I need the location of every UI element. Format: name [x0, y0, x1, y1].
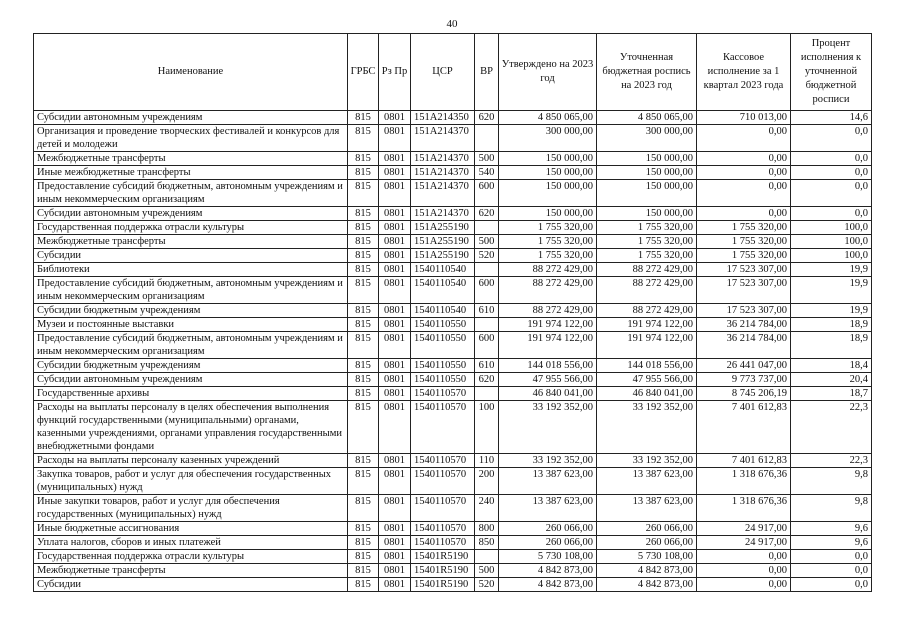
cell-csr: 151A214370 [411, 180, 475, 207]
cell-grbs: 815 [348, 564, 379, 578]
cell-vr: 600 [475, 180, 499, 207]
cell-approved: 46 840 041,00 [499, 387, 597, 401]
cell-refined: 150 000,00 [597, 152, 697, 166]
cell-percent: 14,6 [791, 111, 872, 125]
cell-percent: 22,3 [791, 454, 872, 468]
cell-vr: 620 [475, 373, 499, 387]
cell-rzpr: 0801 [379, 387, 411, 401]
cell-approved: 150 000,00 [499, 152, 597, 166]
cell-approved: 150 000,00 [499, 166, 597, 180]
cell-vr [475, 221, 499, 235]
cell-executed: 17 523 307,00 [697, 277, 791, 304]
cell-csr: 15401R5190 [411, 550, 475, 564]
table-row [34, 578, 872, 592]
cell-grbs: 815 [348, 468, 379, 495]
cell-rzpr: 0801 [379, 468, 411, 495]
cell-grbs: 815 [348, 235, 379, 249]
cell-approved: 47 955 566,00 [499, 373, 597, 387]
cell-percent: 0,0 [791, 125, 872, 152]
cell-approved: 88 272 429,00 [499, 277, 597, 304]
table-row [34, 111, 872, 125]
cell-executed: 0,00 [697, 180, 791, 207]
cell-percent: 0,0 [791, 166, 872, 180]
cell-percent: 18,9 [791, 332, 872, 359]
cell-approved: 33 192 352,00 [499, 454, 597, 468]
cell-csr: 151A214370 [411, 152, 475, 166]
cell-percent: 18,9 [791, 318, 872, 332]
cell-approved: 1 755 320,00 [499, 221, 597, 235]
cell-executed: 36 214 784,00 [697, 332, 791, 359]
cell-vr [475, 125, 499, 152]
table-row [34, 332, 872, 359]
cell-grbs: 815 [348, 152, 379, 166]
cell-executed: 8 745 206,19 [697, 387, 791, 401]
table-header [34, 34, 872, 111]
cell-vr: 610 [475, 304, 499, 318]
cell-executed: 0,00 [697, 166, 791, 180]
cell-name: Межбюджетные трансферты [34, 152, 348, 166]
cell-vr: 540 [475, 166, 499, 180]
cell-grbs: 815 [348, 125, 379, 152]
cell-refined: 260 066,00 [597, 536, 697, 550]
cell-executed: 17 523 307,00 [697, 263, 791, 277]
cell-name: Субсидии бюджетным учреждениям [34, 359, 348, 373]
cell-rzpr: 0801 [379, 235, 411, 249]
cell-rzpr: 0801 [379, 454, 411, 468]
cell-name: Межбюджетные трансферты [34, 564, 348, 578]
table-row [34, 263, 872, 277]
header-csr: ЦСР [411, 34, 475, 111]
cell-rzpr: 0801 [379, 332, 411, 359]
cell-executed: 17 523 307,00 [697, 304, 791, 318]
header-rzpr: Рз Пр [379, 34, 411, 111]
cell-csr: 151A255190 [411, 249, 475, 263]
cell-executed: 1 755 320,00 [697, 249, 791, 263]
cell-executed: 0,00 [697, 550, 791, 564]
cell-vr: 610 [475, 359, 499, 373]
table-row [34, 550, 872, 564]
table-row [34, 277, 872, 304]
cell-percent: 0,0 [791, 564, 872, 578]
cell-refined: 300 000,00 [597, 125, 697, 152]
cell-approved: 4 850 065,00 [499, 111, 597, 125]
cell-executed: 0,00 [697, 125, 791, 152]
cell-vr [475, 387, 499, 401]
table-row [34, 166, 872, 180]
cell-name: Предоставление субсидий бюджетным, автономным учреждениям и иным некоммерческим организациям [34, 277, 348, 304]
cell-refined: 4 850 065,00 [597, 111, 697, 125]
cell-refined: 88 272 429,00 [597, 277, 697, 304]
cell-grbs: 815 [348, 318, 379, 332]
cell-csr: 1540110570 [411, 387, 475, 401]
cell-grbs: 815 [348, 454, 379, 468]
cell-grbs: 815 [348, 387, 379, 401]
cell-grbs: 815 [348, 522, 379, 536]
cell-csr: 1540110550 [411, 318, 475, 332]
cell-name: Субсидии автономным учреждениям [34, 111, 348, 125]
cell-refined: 47 955 566,00 [597, 373, 697, 387]
cell-executed: 1 318 676,36 [697, 495, 791, 522]
cell-executed: 1 755 320,00 [697, 221, 791, 235]
cell-csr: 151A214350 [411, 111, 475, 125]
cell-rzpr: 0801 [379, 550, 411, 564]
cell-rzpr: 0801 [379, 401, 411, 454]
cell-refined: 4 842 873,00 [597, 578, 697, 592]
table-row [34, 304, 872, 318]
table-row [34, 125, 872, 152]
cell-vr: 500 [475, 235, 499, 249]
header-executed: Кассовое исполнение за 1 квартал 2023 года [697, 34, 791, 111]
cell-csr: 1540110570 [411, 454, 475, 468]
cell-csr: 1540110570 [411, 536, 475, 550]
cell-executed: 0,00 [697, 207, 791, 221]
cell-name: Закупка товаров, работ и услуг для обеспечения государственных (муниципальных) нужд [34, 468, 348, 495]
cell-grbs: 815 [348, 221, 379, 235]
cell-rzpr: 0801 [379, 180, 411, 207]
table-row [34, 564, 872, 578]
cell-executed: 7 401 612,83 [697, 401, 791, 454]
cell-name: Иные межбюджетные трансферты [34, 166, 348, 180]
header-refined: Уточненная бюджетная роспись на 2023 год [597, 34, 697, 111]
cell-percent: 0,0 [791, 550, 872, 564]
cell-vr: 200 [475, 468, 499, 495]
cell-refined: 13 387 623,00 [597, 495, 697, 522]
cell-approved: 88 272 429,00 [499, 304, 597, 318]
budget-table [33, 33, 872, 592]
cell-percent: 0,0 [791, 152, 872, 166]
cell-approved: 144 018 556,00 [499, 359, 597, 373]
cell-refined: 150 000,00 [597, 180, 697, 207]
cell-refined: 1 755 320,00 [597, 221, 697, 235]
cell-name: Уплата налогов, сборов и иных платежей [34, 536, 348, 550]
cell-approved: 260 066,00 [499, 536, 597, 550]
cell-vr [475, 318, 499, 332]
cell-vr: 600 [475, 332, 499, 359]
cell-name: Государственная поддержка отрасли культуры [34, 550, 348, 564]
cell-grbs: 815 [348, 550, 379, 564]
cell-vr: 100 [475, 401, 499, 454]
cell-refined: 5 730 108,00 [597, 550, 697, 564]
page-number: 40 [446, 18, 458, 30]
table-row [34, 180, 872, 207]
table-row [34, 359, 872, 373]
table-row [34, 536, 872, 550]
cell-rzpr: 0801 [379, 318, 411, 332]
cell-csr: 1540110570 [411, 468, 475, 495]
cell-rzpr: 0801 [379, 373, 411, 387]
header-name: Наименование [34, 34, 348, 111]
cell-vr: 240 [475, 495, 499, 522]
cell-percent: 18,4 [791, 359, 872, 373]
table-row [34, 318, 872, 332]
cell-rzpr: 0801 [379, 152, 411, 166]
cell-vr: 600 [475, 277, 499, 304]
table-row [34, 401, 872, 454]
cell-approved: 150 000,00 [499, 180, 597, 207]
cell-grbs: 815 [348, 401, 379, 454]
cell-rzpr: 0801 [379, 564, 411, 578]
cell-refined: 191 974 122,00 [597, 332, 697, 359]
table-body [34, 111, 872, 592]
cell-name: Государственная поддержка отрасли культуры [34, 221, 348, 235]
cell-approved: 5 730 108,00 [499, 550, 597, 564]
cell-refined: 1 755 320,00 [597, 249, 697, 263]
cell-executed: 1 318 676,36 [697, 468, 791, 495]
cell-rzpr: 0801 [379, 359, 411, 373]
cell-executed: 9 773 737,00 [697, 373, 791, 387]
cell-refined: 33 192 352,00 [597, 401, 697, 454]
cell-executed: 1 755 320,00 [697, 235, 791, 249]
cell-percent: 0,0 [791, 578, 872, 592]
cell-name: Расходы на выплаты персоналу казенных учреждений [34, 454, 348, 468]
cell-approved: 4 842 873,00 [499, 564, 597, 578]
cell-rzpr: 0801 [379, 207, 411, 221]
cell-rzpr: 0801 [379, 166, 411, 180]
cell-csr: 151A214370 [411, 166, 475, 180]
cell-csr: 1540110550 [411, 373, 475, 387]
cell-refined: 88 272 429,00 [597, 304, 697, 318]
cell-percent: 9,6 [791, 522, 872, 536]
cell-vr [475, 263, 499, 277]
cell-approved: 191 974 122,00 [499, 318, 597, 332]
table-row [34, 468, 872, 495]
cell-name: Субсидии автономным учреждениям [34, 207, 348, 221]
table-row [34, 152, 872, 166]
cell-vr: 850 [475, 536, 499, 550]
table-row [34, 221, 872, 235]
table-row [34, 207, 872, 221]
cell-name: Субсидии автономным учреждениям [34, 373, 348, 387]
cell-refined: 4 842 873,00 [597, 564, 697, 578]
cell-refined: 46 840 041,00 [597, 387, 697, 401]
cell-percent: 100,0 [791, 221, 872, 235]
cell-percent: 0,0 [791, 180, 872, 207]
header-approved: Утверждено на 2023 год [499, 34, 597, 111]
cell-name: Субсидии [34, 578, 348, 592]
cell-grbs: 815 [348, 263, 379, 277]
cell-grbs: 815 [348, 536, 379, 550]
cell-csr: 15401R5190 [411, 564, 475, 578]
cell-name: Расходы на выплаты персоналу в целях обеспечения выполнения функций государственными (муниципальными) органами, казенными учреждениями, органами управления государственными внебюджетными фондами [34, 401, 348, 454]
cell-rzpr: 0801 [379, 221, 411, 235]
cell-percent: 100,0 [791, 249, 872, 263]
cell-name: Предоставление субсидий бюджетным, автономным учреждениям и иным некоммерческим организациям [34, 332, 348, 359]
cell-percent: 9,8 [791, 468, 872, 495]
cell-rzpr: 0801 [379, 536, 411, 550]
cell-approved: 4 842 873,00 [499, 578, 597, 592]
cell-approved: 13 387 623,00 [499, 468, 597, 495]
cell-name: Предоставление субсидий бюджетным, автономным учреждениям и иным некоммерческим организациям [34, 180, 348, 207]
cell-grbs: 815 [348, 359, 379, 373]
cell-csr: 151A255190 [411, 221, 475, 235]
cell-percent: 100,0 [791, 235, 872, 249]
cell-percent: 20,4 [791, 373, 872, 387]
cell-rzpr: 0801 [379, 304, 411, 318]
cell-vr: 520 [475, 578, 499, 592]
cell-csr: 1540110550 [411, 359, 475, 373]
cell-rzpr: 0801 [379, 578, 411, 592]
cell-percent: 9,8 [791, 495, 872, 522]
cell-rzpr: 0801 [379, 277, 411, 304]
cell-grbs: 815 [348, 111, 379, 125]
cell-name: Государственные архивы [34, 387, 348, 401]
cell-name: Библиотеки [34, 263, 348, 277]
cell-percent: 19,9 [791, 277, 872, 304]
cell-rzpr: 0801 [379, 522, 411, 536]
cell-csr: 1540110540 [411, 304, 475, 318]
cell-refined: 1 755 320,00 [597, 235, 697, 249]
cell-csr: 1540110570 [411, 401, 475, 454]
cell-approved: 300 000,00 [499, 125, 597, 152]
cell-name: Межбюджетные трансферты [34, 235, 348, 249]
cell-executed: 26 441 047,00 [697, 359, 791, 373]
cell-csr: 151A255190 [411, 235, 475, 249]
cell-vr: 500 [475, 152, 499, 166]
cell-name: Организация и проведение творческих фестивалей и конкурсов для детей и молодежи [34, 125, 348, 152]
cell-rzpr: 0801 [379, 125, 411, 152]
cell-percent: 18,7 [791, 387, 872, 401]
cell-approved: 1 755 320,00 [499, 235, 597, 249]
cell-percent: 19,9 [791, 263, 872, 277]
cell-grbs: 815 [348, 373, 379, 387]
cell-vr: 500 [475, 564, 499, 578]
cell-csr: 1540110570 [411, 522, 475, 536]
cell-approved: 191 974 122,00 [499, 332, 597, 359]
cell-refined: 13 387 623,00 [597, 468, 697, 495]
cell-grbs: 815 [348, 277, 379, 304]
cell-grbs: 815 [348, 495, 379, 522]
cell-grbs: 815 [348, 166, 379, 180]
cell-name: Музеи и постоянные выставки [34, 318, 348, 332]
header-grbs: ГРБС [348, 34, 379, 111]
cell-grbs: 815 [348, 332, 379, 359]
cell-grbs: 815 [348, 249, 379, 263]
cell-name: Субсидии бюджетным учреждениям [34, 304, 348, 318]
cell-grbs: 815 [348, 180, 379, 207]
cell-csr: 1540110540 [411, 263, 475, 277]
cell-vr: 620 [475, 111, 499, 125]
cell-csr: 151A214370 [411, 207, 475, 221]
cell-executed: 0,00 [697, 564, 791, 578]
cell-approved: 13 387 623,00 [499, 495, 597, 522]
cell-grbs: 815 [348, 304, 379, 318]
cell-grbs: 815 [348, 578, 379, 592]
cell-vr [475, 550, 499, 564]
table-row [34, 373, 872, 387]
cell-approved: 88 272 429,00 [499, 263, 597, 277]
cell-grbs: 815 [348, 207, 379, 221]
table-row [34, 454, 872, 468]
cell-rzpr: 0801 [379, 263, 411, 277]
cell-approved: 150 000,00 [499, 207, 597, 221]
cell-vr: 800 [475, 522, 499, 536]
cell-refined: 33 192 352,00 [597, 454, 697, 468]
header-percent: Процент исполнения к уточненной бюджетной росписи [791, 34, 872, 111]
cell-vr: 620 [475, 207, 499, 221]
cell-percent: 9,6 [791, 536, 872, 550]
cell-executed: 36 214 784,00 [697, 318, 791, 332]
cell-name: Иные бюджетные ассигнования [34, 522, 348, 536]
table-row [34, 522, 872, 536]
cell-rzpr: 0801 [379, 111, 411, 125]
table-row [34, 495, 872, 522]
cell-csr: 1540110550 [411, 332, 475, 359]
cell-percent: 22,3 [791, 401, 872, 454]
cell-rzpr: 0801 [379, 249, 411, 263]
cell-approved: 33 192 352,00 [499, 401, 597, 454]
cell-csr: 151A214370 [411, 125, 475, 152]
table-row [34, 249, 872, 263]
cell-refined: 260 066,00 [597, 522, 697, 536]
cell-csr: 1540110570 [411, 495, 475, 522]
cell-executed: 0,00 [697, 578, 791, 592]
cell-vr: 520 [475, 249, 499, 263]
cell-refined: 150 000,00 [597, 166, 697, 180]
cell-executed: 7 401 612,83 [697, 454, 791, 468]
header-vr: ВР [475, 34, 499, 111]
table-row [34, 235, 872, 249]
cell-refined: 144 018 556,00 [597, 359, 697, 373]
cell-name: Субсидии [34, 249, 348, 263]
cell-csr: 1540110540 [411, 277, 475, 304]
cell-approved: 260 066,00 [499, 522, 597, 536]
table-row [34, 387, 872, 401]
cell-csr: 15401R5190 [411, 578, 475, 592]
cell-percent: 19,9 [791, 304, 872, 318]
cell-percent: 0,0 [791, 207, 872, 221]
cell-executed: 710 013,00 [697, 111, 791, 125]
cell-executed: 24 917,00 [697, 536, 791, 550]
cell-vr: 110 [475, 454, 499, 468]
cell-name: Иные закупки товаров, работ и услуг для обеспечения государственных (муниципальных) нужд [34, 495, 348, 522]
cell-executed: 0,00 [697, 152, 791, 166]
cell-refined: 150 000,00 [597, 207, 697, 221]
cell-executed: 24 917,00 [697, 522, 791, 536]
cell-refined: 88 272 429,00 [597, 263, 697, 277]
cell-rzpr: 0801 [379, 495, 411, 522]
cell-refined: 191 974 122,00 [597, 318, 697, 332]
cell-approved: 1 755 320,00 [499, 249, 597, 263]
